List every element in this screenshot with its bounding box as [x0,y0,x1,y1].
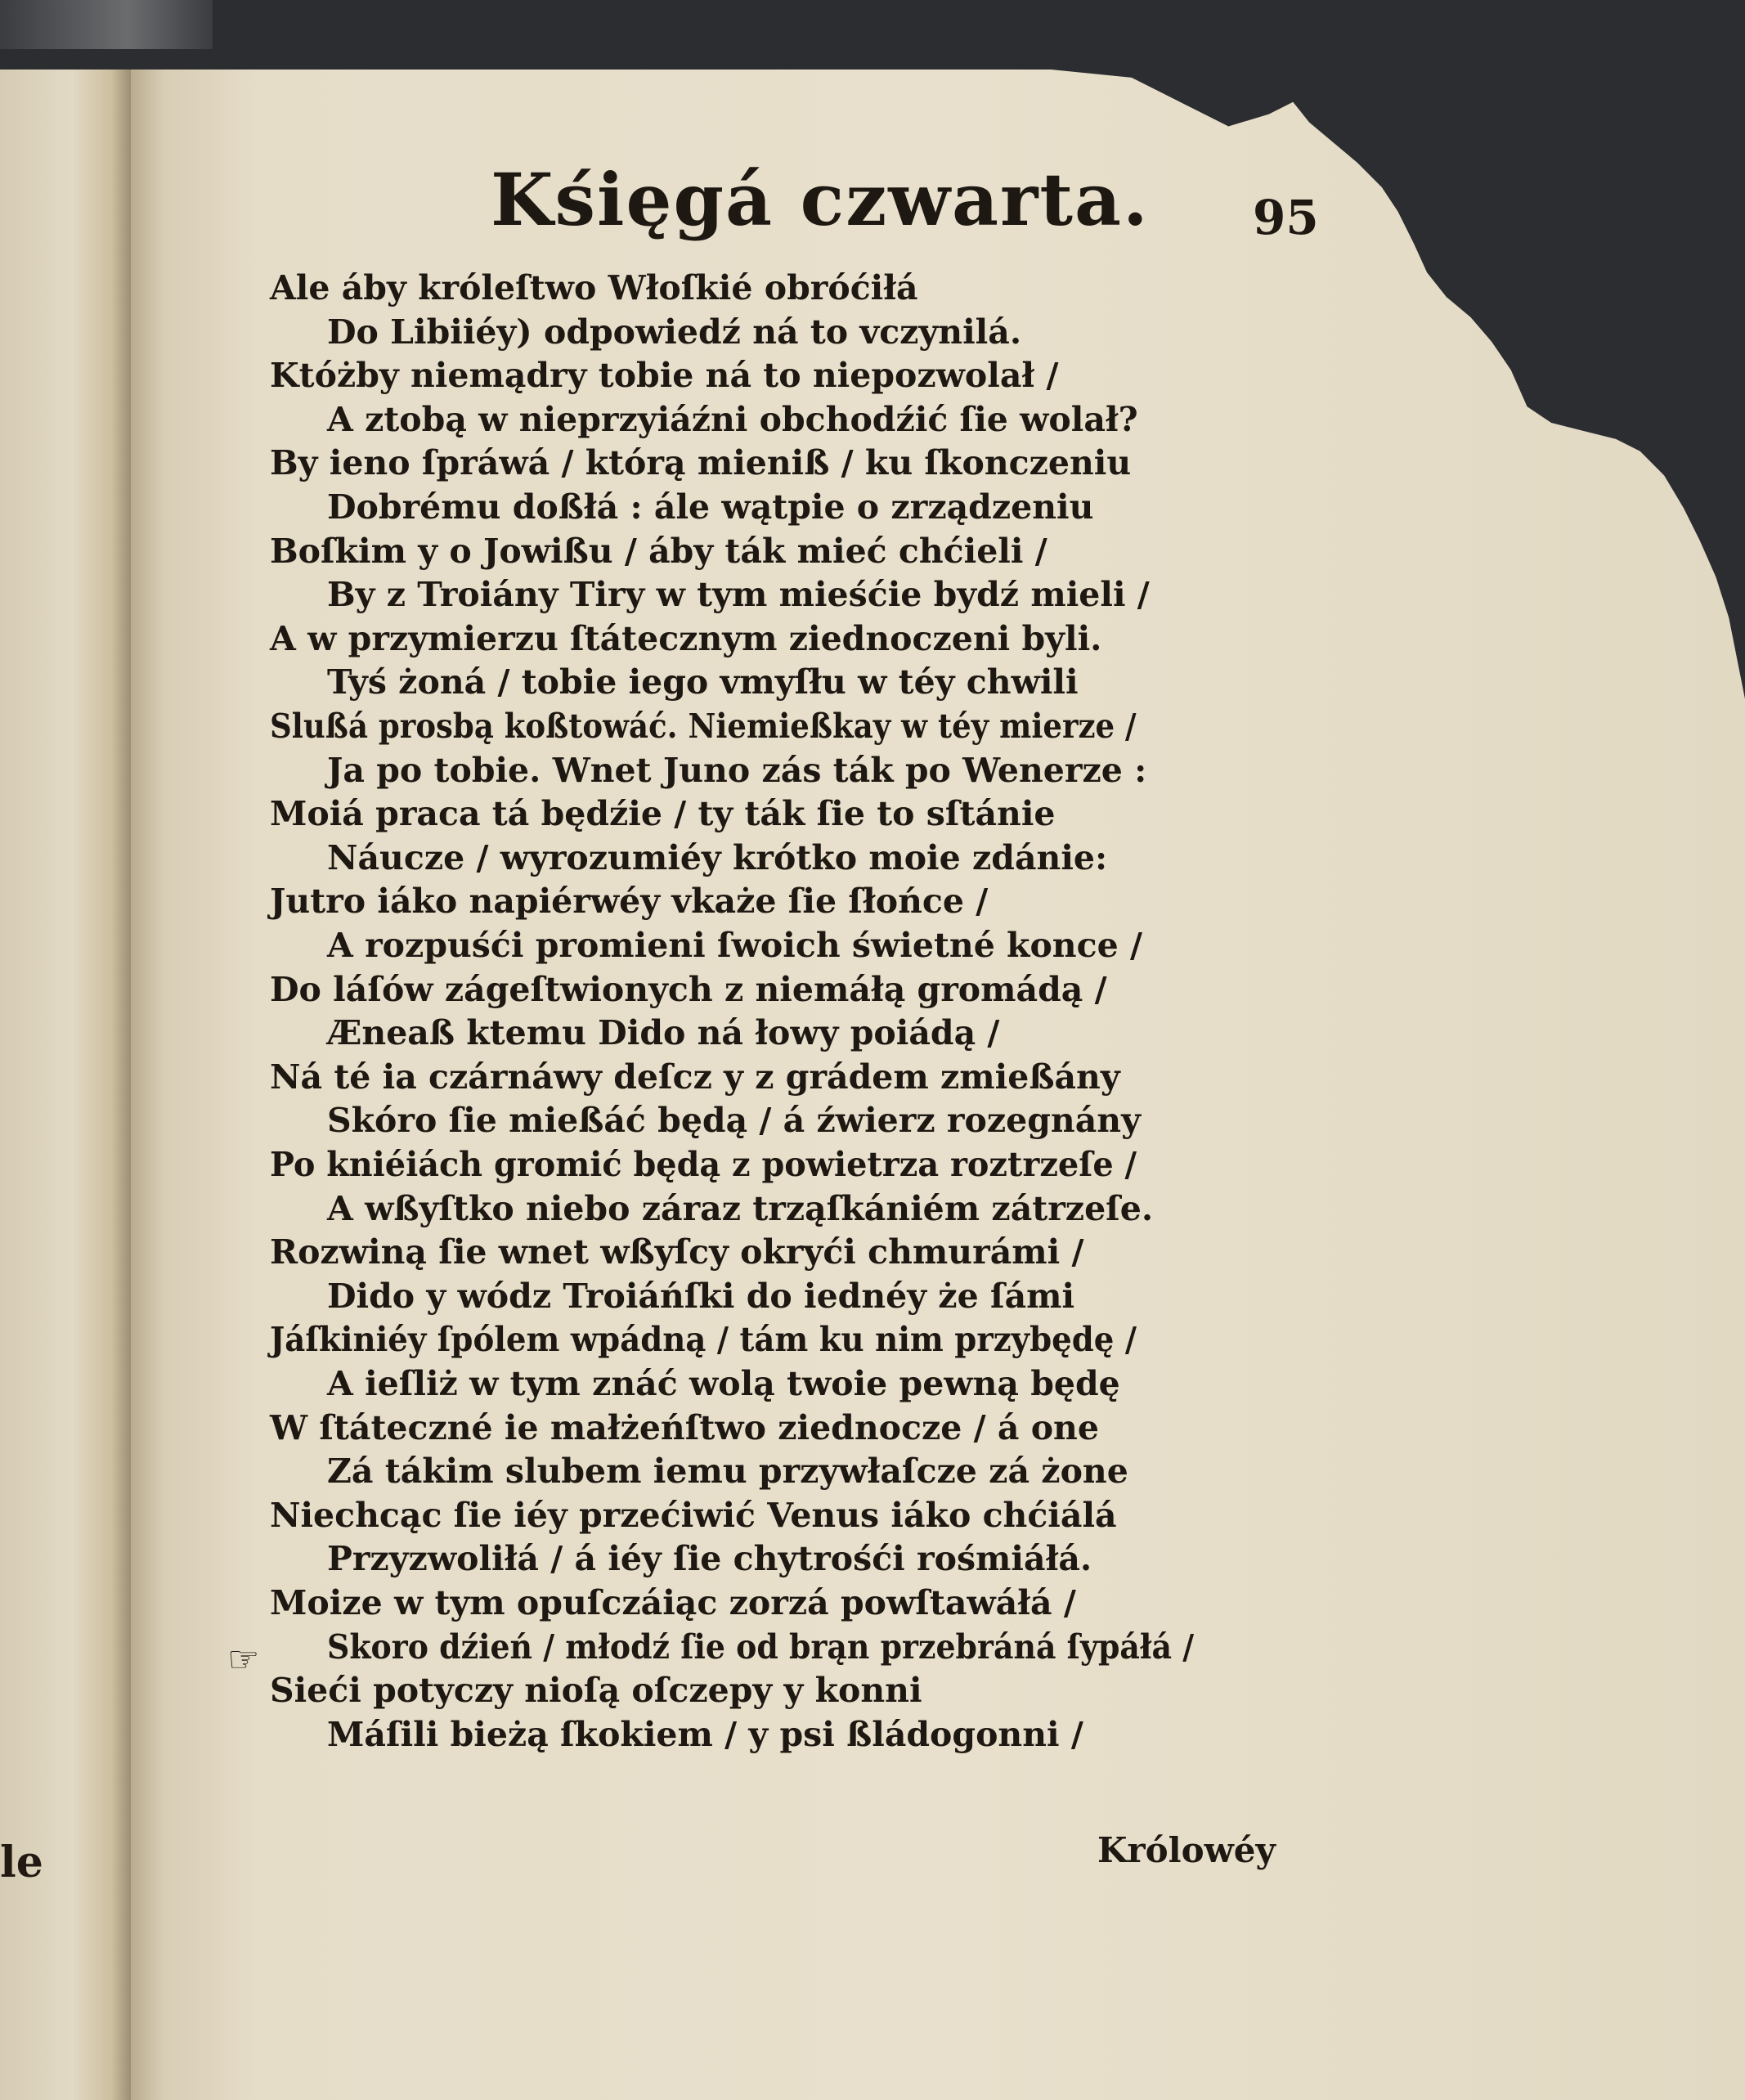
verse-line: A wßyſtko niebo záraz trząſkániém zátrzeſe. [327,1188,1154,1228]
verse-line: Moiá praca tá będźie / ty ták ſie to sſtánie [270,794,1056,834]
verse-line: Boſkim y o Jowißu / áby ták mieć chćieli / [270,531,1047,571]
verse-line: Tyś żoná / tobie iego vmyſłu w téy chwili [327,662,1079,702]
verse-line: A ieſliż w tym znáć wolą twoie pewną będę [327,1364,1120,1403]
verse-line: Máſili bieżą ſkokiem / y psi ßládogonni / [327,1714,1083,1754]
verse-line: Dido y wódz Troiáńſki do iednéy że ſámi [327,1276,1075,1316]
verse-line: Do Libiiéy) odpowiedź ná to vczynilá. [327,312,1022,352]
left-page-text-fragment: le [0,1838,43,1887]
verse-line: A ztobą w nieprzyiáźni obchodźić ſie wolał? [327,399,1138,439]
verse-line: Dobrému doßłá : ále wątpie o zrządzeniu [327,487,1094,527]
verse-line: Któżby niemądry tobie ná to niepozwolał / [270,356,1059,396]
verse-line: Ja po tobie. Wnet Juno zás ták po Wenerze : [327,750,1147,790]
verse-line: By z Troiány Tiry w tym mieśćie bydź mieli / [327,575,1150,615]
verse-line: Slußá prosbą koßtowáć. Niemießkay w téy mierze / [270,707,1137,746]
folio-number: 95 [1253,190,1319,245]
verse-line: Ale áby króleſtwo Włoſkié obróćiłá [270,268,918,307]
verse-line: Ná té ia czárnáwy deſcz y z grádem zmießány [270,1057,1120,1097]
verse-line: Sieći potyczy nioſą oſczepy y konni [270,1671,922,1711]
manicule-icon: ☞ [227,1639,260,1680]
verse-line: Niechcąc ſie iéy przećiwić Venus iáko chćiálá [270,1495,1117,1535]
running-title: Kśięgá czwarta. [491,157,1150,242]
verse-line: Æneaß ktemu Dido ná łowy poiádą / [327,1013,1000,1053]
verse-line: Do láſów zágeſtwionych z niemáłą gromádą / [270,969,1107,1009]
verse-line: Rozwiną ſie wnet wßyſcy okryći chmurámi / [270,1232,1084,1272]
verse-line: By ieno ſpráwá / którą mieniß / ku ſkonczeniu [270,443,1132,483]
verse-line: W ſtáteczné ie małżeńſtwo ziednocze / á one [270,1407,1099,1447]
verse-line: Po kniéiách gromić będą z powietrza roztrzeſe / [270,1145,1137,1184]
verse-line: Moize w tym opuſczáiąc zorzá powſtawáłá / [270,1583,1076,1622]
verse-line: Skóro ſie mießáć będą / á źwierz rozegnány [327,1101,1141,1141]
catchword: Królowéy [1097,1830,1276,1870]
verse-line: Skoro dźień / młodź ſie od brąn przebráná ſypáłá / [327,1627,1195,1667]
verse-line: Náucze / wyrozumiéy krótko moie zdánie: [327,837,1108,877]
verse-line: Przyzwoliłá / á iéy ſie chytrośći rośmiáłá. [327,1539,1092,1579]
verse-line: Jutro iáko napiérwéy vkaże ſie ſłońce / [270,882,989,922]
verse-line: Jáſkiniéy ſpólem wpádną / tám ku nim przybędę / [270,1320,1137,1360]
verse-line: A rozpuśći promieni ſwoich świetné konce / [327,926,1142,965]
verse-line: A w przymierzu ſtátecznym ziednoczeni byli. [270,618,1102,658]
verse-line: Zá tákim slubem iemu przywłaſcze zá żone [327,1452,1128,1492]
